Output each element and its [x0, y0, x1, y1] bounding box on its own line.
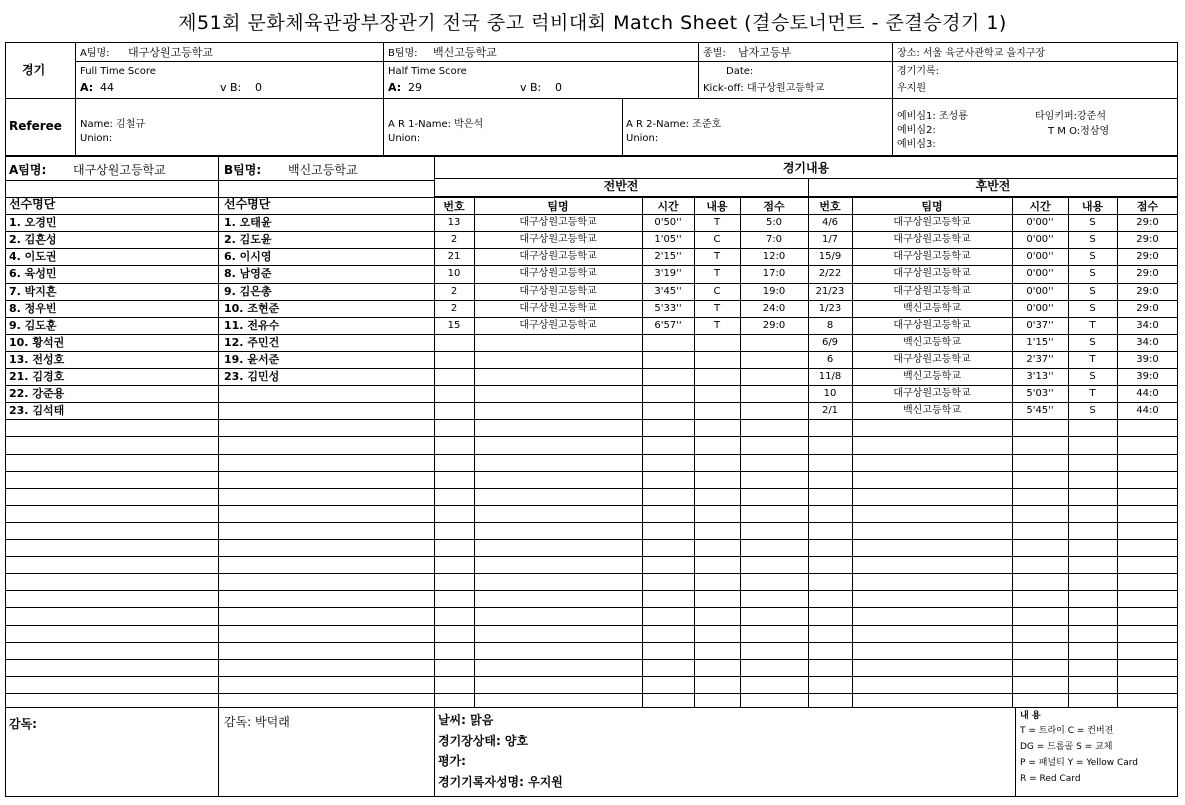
- first-half-cell-no: 15: [447, 320, 461, 331]
- second-half-cell-score: 39:0: [1136, 354, 1159, 365]
- second-half-cell-content: S: [1089, 286, 1096, 297]
- second-half-cell-time: 1'15'': [1026, 337, 1054, 348]
- roster-a-player: 22. 강준용: [9, 387, 65, 400]
- second-half-cell-time: 5'45'': [1026, 405, 1054, 416]
- first-half-cell-score: 7:0: [765, 234, 783, 245]
- team-a-name: 대구상원고등학교: [128, 46, 214, 59]
- first-half-cell-team: 대구상원고등학교: [519, 286, 597, 297]
- first-half-cell-no: 2: [450, 234, 458, 245]
- second-half-cell-time: 3'13'': [1026, 371, 1054, 382]
- first-half-cell-score: 5:0: [765, 217, 783, 228]
- first-half-content-header: 내용: [706, 200, 728, 213]
- first-half-cell-content: T: [713, 303, 721, 314]
- second-half-cell-time: 5'03'': [1026, 388, 1054, 399]
- second-half-cell-score: 39:0: [1136, 371, 1159, 382]
- timekeeper: 타임키퍼:강준석: [1035, 111, 1106, 122]
- second-half-cell-score: 29:0: [1136, 268, 1159, 279]
- half-time-label: Half Time Score: [388, 66, 467, 77]
- match-label: 경기: [22, 63, 46, 77]
- second-half-cell-score: 29:0: [1136, 217, 1159, 228]
- roster-b-player: 11. 전유수: [224, 319, 280, 332]
- second-half-cell-content: S: [1089, 371, 1096, 382]
- first-half-cell-team: 대구상원고등학교: [519, 303, 597, 314]
- a-score-label: A:: [80, 81, 94, 94]
- second-half-cell-time: 0'00'': [1026, 234, 1054, 245]
- second-half-cell-score: 34:0: [1136, 320, 1159, 331]
- second-half-cell-score: 29:0: [1136, 303, 1159, 314]
- first-half-cell-team: 대구상원고등학교: [519, 217, 597, 228]
- first-half-cell-team: 대구상원고등학교: [519, 268, 597, 279]
- second-half-cell-content: T: [1089, 388, 1096, 399]
- team-b-header-label: B팀명:: [224, 163, 262, 177]
- team-b-name: 백신고등학교: [433, 46, 497, 59]
- match-content-label: 경기내용: [782, 161, 830, 175]
- full-time-label: Full Time Score: [80, 66, 156, 77]
- second-half-no-header: 번호: [819, 200, 841, 213]
- legend-line-4: R = Red Card: [1020, 774, 1081, 784]
- second-half-cell-time: 2'37'': [1026, 354, 1054, 365]
- first-half-cell-content: T: [713, 217, 721, 228]
- second-half-cell-team: 대구상원고등학교: [893, 251, 971, 262]
- date-label: Date:: [726, 66, 754, 77]
- first-half-cell-team: 대구상원고등학교: [519, 234, 597, 245]
- coach-b: 감독: 박덕래: [224, 715, 290, 729]
- legend-line-2: DG = 드롭골 S = 교체: [1020, 742, 1113, 752]
- second-half-cell-content: S: [1089, 251, 1096, 262]
- ar1-name: A R 1-Name: 박은석: [388, 119, 484, 130]
- v-b-label: v B:: [220, 81, 242, 94]
- second-half-cell-score: 29:0: [1136, 251, 1159, 262]
- roster-b-player: 23. 김민성: [224, 370, 280, 383]
- recorder: 우지원: [897, 83, 926, 94]
- roster-b-player: 9. 김은총: [224, 285, 272, 298]
- first-half-cell-no: 21: [447, 251, 461, 262]
- roster-a-player: 10. 황석권: [9, 336, 65, 349]
- kickoff: Kick-off: 대구상원고등학교: [703, 83, 825, 94]
- second-half-cell-score: 29:0: [1136, 286, 1159, 297]
- second-half-cell-score: 29:0: [1136, 234, 1159, 245]
- second-half-score-header: 점수: [1136, 200, 1159, 213]
- legend-title: 내 용: [1020, 711, 1041, 721]
- roster-a-player: 1. 오경민: [9, 216, 57, 229]
- referee-name: Name: 김철규: [80, 119, 146, 130]
- referee-label: Referee: [9, 119, 62, 133]
- first-half-cell-content: T: [713, 320, 721, 331]
- second-half-cell-content: T: [1089, 320, 1096, 331]
- roster-b-player: 10. 조현준: [224, 302, 280, 315]
- first-half-cell-time: 5'33'': [654, 303, 682, 314]
- second-half-cell-content: S: [1089, 303, 1096, 314]
- reserve-3: 예비심3:: [897, 139, 936, 150]
- recorder-signature: 경기기록자성명: 우지원: [438, 775, 563, 789]
- roster-b-player: 8. 남영준: [224, 267, 272, 280]
- ground-condition: 경기장상태: 양호: [438, 734, 529, 748]
- legend-line-3: P = 패널티 Y = Yellow Card: [1020, 758, 1139, 768]
- roster-a-player: 13. 전성호: [9, 353, 65, 366]
- second-half-cell-content: S: [1089, 268, 1096, 279]
- second-half-cell-team: 백신고등학교: [903, 303, 961, 314]
- second-half-cell-no: 6/9: [821, 337, 839, 348]
- first-half-cell-time: 2'15'': [654, 251, 682, 262]
- first-half-cell-score: 17:0: [762, 268, 786, 279]
- referee-union: Union:: [80, 133, 113, 144]
- roster-b-player: 19. 윤서준: [224, 353, 280, 366]
- second-half-cell-time: 0'37'': [1026, 320, 1054, 331]
- tmo: T M O:정삼영: [1048, 126, 1110, 137]
- first-half-cell-time: 1'05'': [654, 234, 682, 245]
- first-half-cell-score: 19:0: [762, 286, 786, 297]
- coach-a: 감독:: [9, 717, 37, 731]
- second-half-cell-team: 대구상원고등학교: [893, 320, 971, 331]
- second-half-cell-team: 대구상원고등학교: [893, 388, 971, 399]
- second-half-cell-no: 2/1: [821, 405, 839, 416]
- second-half-cell-no: 21/23: [815, 286, 845, 297]
- first-half-cell-time: 0'50'': [654, 217, 682, 228]
- second-half-cell-time: 0'00'': [1026, 303, 1054, 314]
- first-half-cell-content: C: [713, 234, 721, 245]
- second-half-cell-content: T: [1089, 354, 1096, 365]
- first-half-cell-time: 3'19'': [654, 268, 682, 279]
- second-half-cell-team: 백신고등학교: [903, 405, 961, 416]
- first-half-cell-team: 대구상원고등학교: [519, 320, 597, 331]
- second-half-cell-content: S: [1089, 217, 1096, 228]
- first-half-time-header: 시간: [657, 200, 679, 213]
- first-half-cell-score: 29:0: [762, 320, 786, 331]
- team-b-header-name: 백신고등학교: [288, 163, 358, 177]
- roster-a-player: 7. 박지흔: [9, 285, 57, 298]
- first-half-score-header: 점수: [763, 200, 785, 213]
- first-half-cell-content: T: [713, 268, 721, 279]
- first-half-cell-score: 24:0: [762, 303, 786, 314]
- second-half-time-header: 시간: [1029, 200, 1051, 213]
- first-half-cell-no: 13: [447, 217, 461, 228]
- hb-label: v B:: [520, 81, 542, 94]
- second-half-cell-team: 백신고등학교: [903, 371, 961, 382]
- division-label: 종별:: [703, 48, 726, 59]
- second-half-cell-time: 0'00'': [1026, 251, 1054, 262]
- second-half-cell-no: 4/6: [821, 217, 839, 228]
- first-half-cell-score: 12:0: [762, 251, 786, 262]
- roster-b-player: 12. 주민건: [224, 336, 280, 349]
- roster-a-player: 9. 김도훈: [9, 319, 57, 332]
- team-a-header-name: 대구상원고등학교: [73, 163, 166, 177]
- first-half-cell-no: 2: [450, 303, 458, 314]
- recorder-label: 경기기록:: [897, 66, 940, 77]
- roster-b-player: 2. 김도윤: [224, 233, 272, 246]
- v-b-score: 0: [255, 81, 262, 94]
- second-half-content-header: 내용: [1081, 200, 1104, 213]
- second-half-cell-no: 2/22: [818, 268, 842, 279]
- team-b-label: B팀명:: [388, 48, 418, 59]
- referee-box: [5, 98, 1178, 156]
- roster-b-header: 선수명단: [224, 197, 271, 211]
- second-half-cell-team: 대구상원고등학교: [893, 234, 971, 245]
- second-half-cell-no: 1/7: [821, 234, 839, 245]
- second-half-cell-no: 8: [826, 320, 834, 331]
- division: 남자고등부: [738, 46, 792, 59]
- first-half-team-header: 팀명: [547, 200, 569, 213]
- second-half-cell-team: 대구상원고등학교: [893, 268, 971, 279]
- ha-label: A:: [388, 81, 402, 94]
- second-half-cell-score: 44:0: [1136, 405, 1159, 416]
- first-half-cell-content: C: [713, 286, 721, 297]
- legend-line-1: T = 트라이 C = 컨버젼: [1020, 726, 1114, 736]
- second-half-cell-time: 0'00'': [1026, 268, 1054, 279]
- roster-b-player: 1. 오태윤: [224, 216, 272, 229]
- first-half-cell-time: 3'45'': [654, 286, 682, 297]
- second-half-cell-team: 대구상원고등학교: [893, 217, 971, 228]
- roster-a-player: 6. 육성민: [9, 267, 57, 280]
- second-half-cell-team: 대구상원고등학교: [893, 354, 971, 365]
- ar2-name: A R 2-Name: 조준호: [626, 119, 722, 130]
- first-half-label: 전반전: [603, 179, 639, 193]
- roster-b-player: 6. 이시영: [224, 250, 272, 263]
- roster-a-player: 23. 김석태: [9, 404, 65, 417]
- second-half-label: 후반전: [975, 179, 1011, 193]
- second-half-cell-no: 1/23: [818, 303, 842, 314]
- second-half-cell-no: 10: [823, 388, 837, 399]
- first-half-cell-team: 대구상원고등학교: [519, 251, 597, 262]
- evaluation: 평가:: [438, 754, 466, 768]
- second-half-team-header: 팀명: [921, 200, 943, 213]
- second-half-cell-time: 0'00'': [1026, 217, 1054, 228]
- first-half-no-header: 번호: [443, 200, 465, 213]
- roster-a-player: 21. 김경호: [9, 370, 65, 383]
- sheet-title: 제51회 문화체육관광부장관기 전국 중고 럭비대회 Match Sheet (결승토너먼트 - 준결승경기 1): [178, 12, 1007, 34]
- team-a-label: A팀명:: [80, 48, 110, 59]
- weather: 날씨: 맑음: [438, 713, 494, 727]
- second-half-cell-content: S: [1089, 234, 1096, 245]
- ha-score: 29: [408, 81, 422, 94]
- hb-score: 0: [555, 81, 562, 94]
- first-half-cell-time: 6'57'': [654, 320, 682, 331]
- reserve-1: 예비심1: 조성룡: [897, 111, 968, 122]
- roster-a-player: 2. 김흔성: [9, 233, 57, 246]
- second-half-cell-no: 11/8: [818, 371, 842, 382]
- second-half-cell-content: S: [1089, 337, 1096, 348]
- roster-a-player: 4. 이도권: [9, 250, 57, 263]
- roster-a-player: 8. 정우빈: [9, 302, 57, 315]
- a-score: 44: [100, 81, 114, 94]
- ar2-union: Union:: [626, 133, 659, 144]
- first-half-cell-content: T: [713, 251, 721, 262]
- ar1-union: Union:: [388, 133, 421, 144]
- second-half-cell-no: 6: [826, 354, 834, 365]
- first-half-cell-no: 2: [450, 286, 458, 297]
- first-half-cell-no: 10: [447, 268, 461, 279]
- second-half-cell-team: 대구상원고등학교: [893, 286, 971, 297]
- roster-a-header: 선수명단: [9, 197, 56, 211]
- reserve-2: 예비심2:: [897, 125, 936, 136]
- second-half-cell-team: 백신고등학교: [903, 337, 961, 348]
- team-a-header-label: A팀명:: [9, 163, 47, 177]
- second-half-cell-no: 15/9: [818, 251, 842, 262]
- second-half-cell-content: S: [1089, 405, 1096, 416]
- second-half-cell-time: 0'00'': [1026, 286, 1054, 297]
- second-half-cell-score: 44:0: [1136, 388, 1159, 399]
- venue: 장소: 서울 육군사관학교 을지구장: [897, 48, 1046, 59]
- second-half-cell-score: 34:0: [1136, 337, 1159, 348]
